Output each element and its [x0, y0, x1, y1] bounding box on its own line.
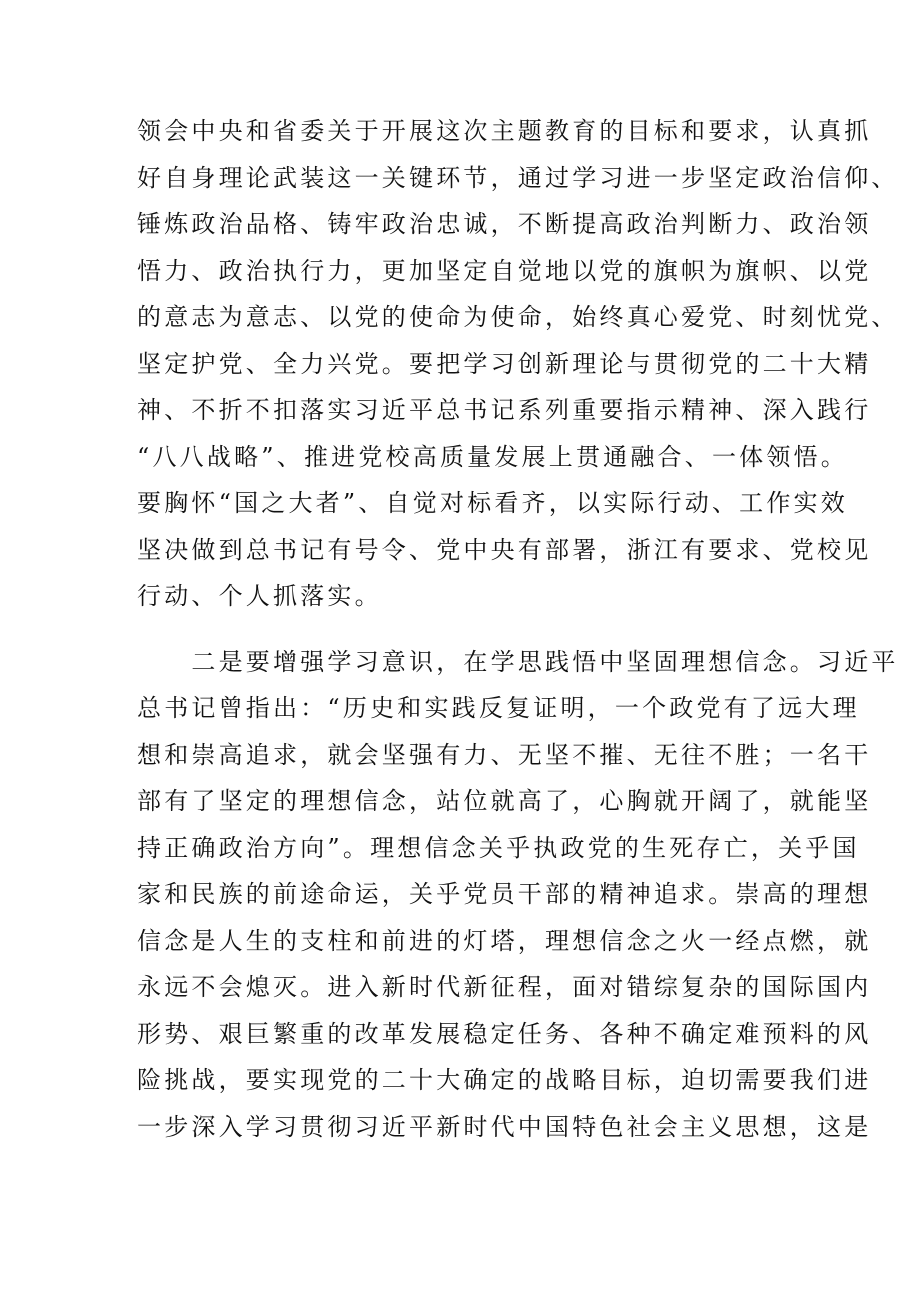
paragraph-2 [137, 639, 899, 1151]
text-line: “八八战略”、推进党校高质量发展上贯通融合、一体领悟。 [137, 442, 848, 471]
document-body [137, 108, 899, 1150]
text-line: 二是要增强学习意识，在学思践悟中坚固理想信念。习近平 [137, 647, 899, 676]
text-line: 行动、个人抓落实。 [137, 582, 382, 610]
text-line: 险挑战，要实现党的二十大确定的战略目标，迫切需要我们进 [137, 1066, 872, 1094]
text-line: 锤炼政治品格、铸牢政治忠诚，不断提高政治判断力、政治领 [137, 210, 872, 238]
text-line: 一步深入学习贯彻习近平新时代中国特色社会主义思想，这是 [137, 1112, 872, 1141]
text-line: 好自身理论武装这一关键环节，通过学习进一步坚定政治信仰、 [137, 163, 899, 192]
paragraph-spacing [137, 620, 777, 639]
text-line: 领会中央和省委关于开展这次主题教育的目标和要求，认真抓 [137, 117, 872, 145]
text-line: 坚决做到总书记有号令、党中央有部署，浙江有要求、党校见 [137, 535, 872, 564]
text-line: 神、不折不扣落实习近平总书记系列重要指示精神、深入践行 [137, 396, 872, 424]
text-line: 家和民族的前途命运，关乎党员干部的精神追求。崇高的理想 [137, 880, 872, 908]
text-line: 的意志为意志、以党的使命为使命，始终真心爱党、时刻忧党、 [137, 303, 899, 331]
paragraph-1 [137, 108, 899, 620]
text-line: 持正确政治方向”。理想信念关乎执政党的生死存亡，关乎国 [137, 833, 860, 862]
text-line: 要胸怀“国之大者”、自觉对标看齐，以实际行动、工作实效 [137, 489, 848, 517]
text-line: 总书记曾指出：“历史和实践反复证明，一个政党有了远大理 [137, 694, 860, 722]
text-line: 坚定护党、全力兴党。要把学习创新理论与贯彻党的二十大精 [137, 349, 872, 378]
text-line: 悟力、政治执行力，更加坚定自觉地以党的旗帜为旗帜、以党 [137, 256, 872, 285]
text-line: 形势、艰巨繁重的改革发展稳定任务、各种不确定难预料的风 [137, 1019, 872, 1048]
text-line: 永远不会熄灭。进入新时代新征程，面对错综复杂的国际国内 [137, 973, 872, 1001]
text-line: 信念是人生的支柱和前进的灯塔，理想信念之火一经点燃，就 [137, 926, 872, 955]
text-line: 部有了坚定的理想信念，站位就高了，心胸就开阔了，就能坚 [137, 787, 872, 815]
text-line: 想和崇高追求，就会坚强有力、无坚不摧、无往不胜；一名干 [137, 740, 872, 769]
